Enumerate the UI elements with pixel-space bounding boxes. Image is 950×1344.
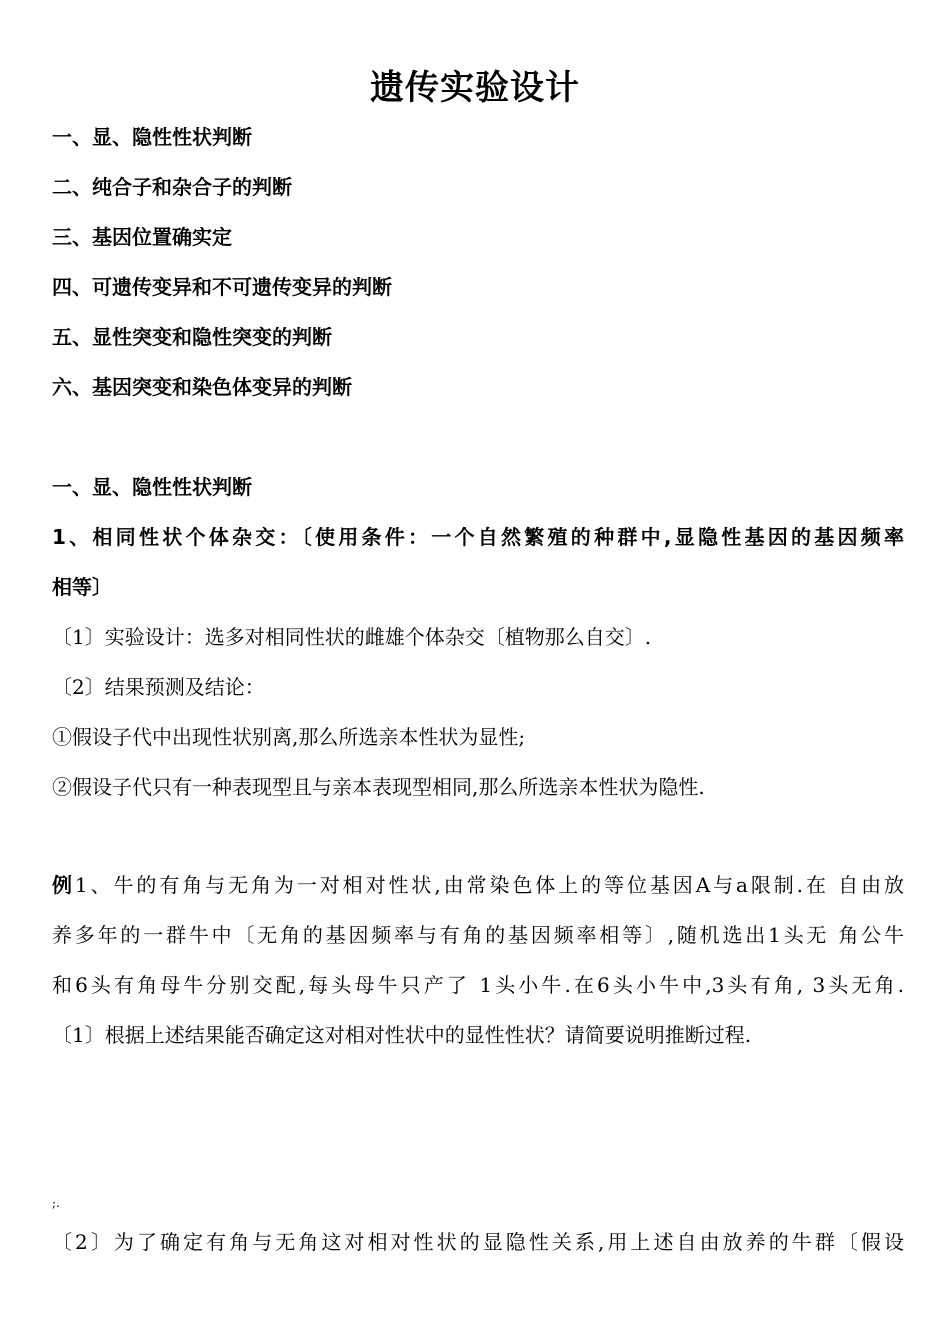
example-question-2: 〔2〕为了确定有角与无角这对相对性状的显隐性关系,用上述自由放养的牛群〔假设: [52, 1230, 904, 1254]
example-line-1-text: 1、牛的有角与无角为一对相对性状,由常染色体上的等位基因A与a限制.在 自由放: [74, 873, 904, 897]
result-prediction: 〔2〕结果预测及结论：: [52, 675, 265, 699]
example-line-2: 养多年的一群牛中〔无角的基因频率与有角的基因频率相等〕,随机选出1头无 角公牛: [52, 923, 904, 947]
toc-item-1: 一、显、隐性性状判断: [52, 125, 252, 149]
example-line-3: 和6头有角母牛分别交配,每头母牛只产了 1头小牛.在6头小牛中,3头有角, 3头无角.: [52, 973, 904, 997]
method-heading-line-2: 相等〕: [52, 575, 112, 599]
document-title: 遗传实验设计: [370, 68, 580, 108]
toc-item-6: 六、基因突变和染色体变异的判断: [52, 375, 352, 399]
method-heading-line-1: 1、相同性状个体杂交：〔使用条件：一个自然繁殖的种群中,显隐性基因的基因频率: [52, 525, 904, 549]
example-label: 例: [52, 873, 75, 897]
result-item-1: ①假设子代中出现性状别离,那么所选亲本性状为显性;: [52, 725, 526, 749]
toc-item-2: 二、纯合子和杂合子的判断: [52, 175, 292, 199]
section-heading: 一、显、隐性性状判断: [52, 475, 252, 499]
toc-item-3: 三、基因位置确实定: [52, 225, 232, 249]
result-item-2: ②假设子代只有一种表现型且与亲本表现型相同,那么所选亲本性状为隐性.: [52, 775, 705, 799]
experiment-design: 〔1〕实验设计：选多对相同性状的雌雄个体杂交〔植物那么自交〕.: [52, 625, 652, 649]
toc-item-5: 五、显性突变和隐性突变的判断: [52, 325, 332, 349]
example-question-1: 〔1〕根据上述结果能否确定这对相对性状中的显性性状？请简要说明推断过程.: [52, 1023, 752, 1047]
example-line-1: [52, 870, 904, 900]
stray-mark: ;.: [52, 1196, 60, 1210]
toc-item-4: 四、可遗传变异和不可遗传变异的判断: [52, 275, 392, 299]
